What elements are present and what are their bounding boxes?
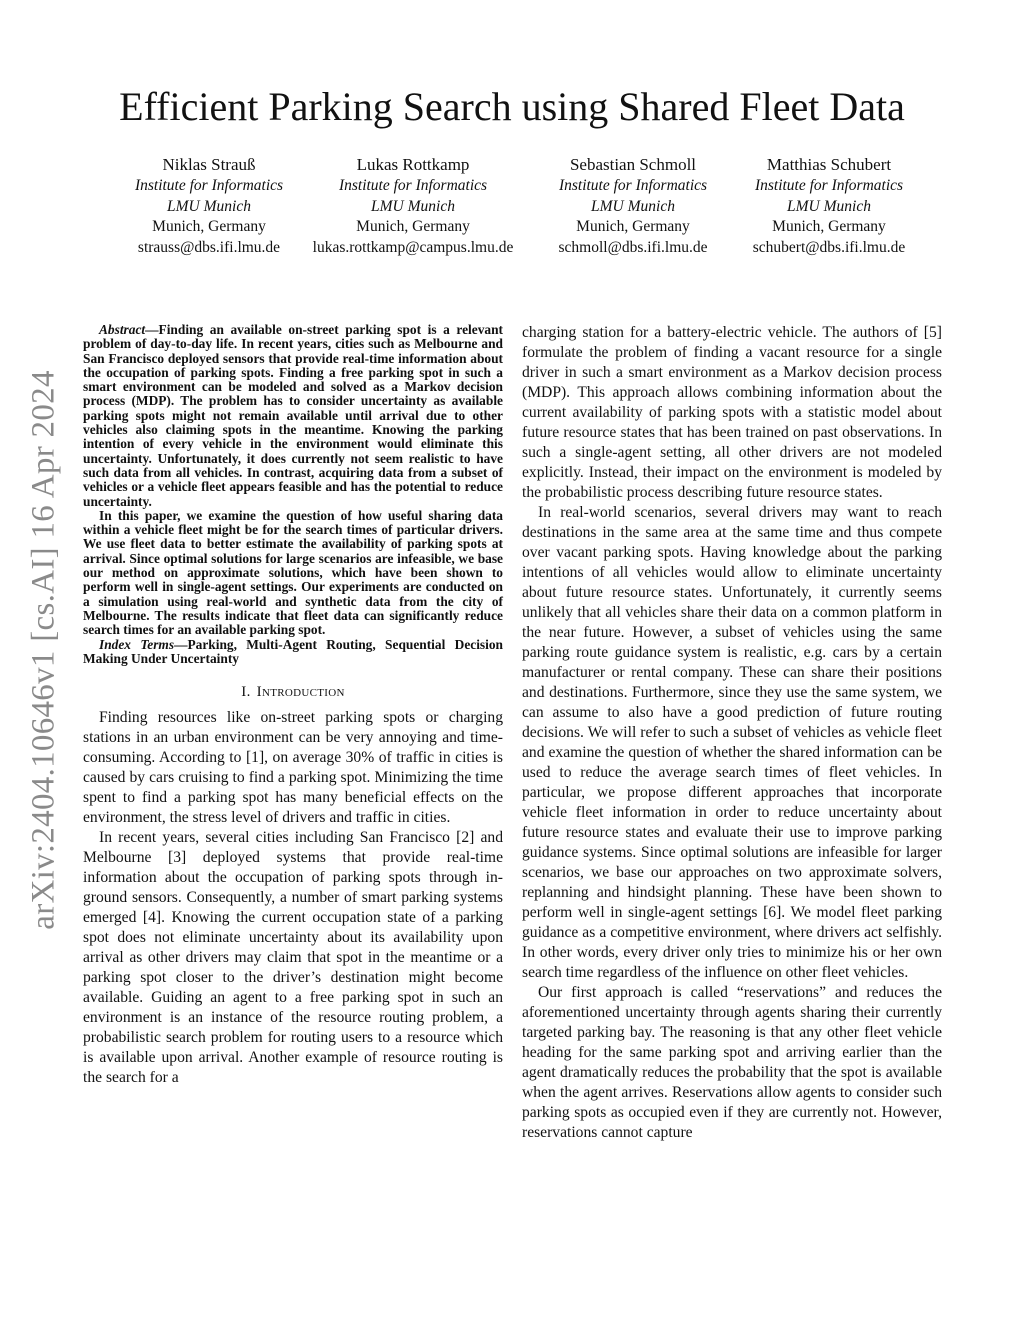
section-heading-introduction bbox=[83, 682, 503, 702]
section-title: Introduction bbox=[256, 684, 345, 701]
author-location: Munich, Germany bbox=[576, 218, 690, 235]
body-paragraph: Finding resources like on-street parking spots or charging stations in an urban environment can be very annoying and time-consuming. According to [1], on average 30% of traffic in cities is caused by cars cruising to find a parking spot. Minimizing the time spent to find a parking spot has many beneficial effects on the environment, the stress level of drivers and traffic in cities. bbox=[83, 709, 503, 827]
author-university: LMU Munich bbox=[787, 197, 871, 215]
author-4 bbox=[753, 154, 905, 258]
left-body-text bbox=[83, 708, 503, 1088]
author-name: Sebastian Schmoll bbox=[569, 155, 697, 174]
body-paragraph: In real-world scenarios, several drivers may want to reach destinations in the same area at the same time and thus compete over vacant parking spots. Having knowledge about the parking intentions of all vehicles would allow to eliminate uncertainty about future resource states. Unfortunately, it currently seems unlikely that all vehicles share their data on a common platform in the near future. However, a subset of vehicles using the same parking route guidance system is realistic, e.g. cars by a certain manufacturer or rental company. These can share their positions and destinations. Furthermore, since they use the same system, we can assume to also have a good prediction of future routing decisions. We will refer to such a subset of vehicles as vehicle fleet and examine the question of whether the shared information can be used to reduce the average search times of fleet vehicles. In particular, we propose different approaches that incorporate vehicle fleet information in order to reduce uncertainty about future resource states and evaluate their use to improve parking guidance systems. Since optimal solutions are infeasible for larger scenarios, we base our approaches on two approximate solvers, replanning and hindsight planning. These have been shown to perform well in single-agent settings [6]. We model fleet parking guidance as a competitive environment, where drivers act selfishly. In other words, every driver only tries to minimize his or her own search time regardless of the influence on other fleet vehicles. bbox=[522, 504, 942, 981]
author-email: schubert@dbs.ifi.lmu.de bbox=[752, 238, 906, 256]
body-paragraph: Our first approach is called “reservations” and reduces the aforementioned uncertainty through agents sharing their currently targeted parking bay. The reasoning is that any other fleet vehicle heading for the same parking spot and arriving earlier than the agent dramatically reduces the probability that the spot is available when the agent arrives. Reservations allow agents to consider such parking spots as occupied even if they are currently not. However, reservations cannot capture bbox=[522, 984, 942, 1141]
paper-title: Efficient Parking Search using Shared Fleet Data bbox=[119, 84, 905, 129]
author-email: strauss@dbs.ifi.lmu.de bbox=[137, 238, 281, 256]
abstract-text-1: —Finding an available on-street parking spot is a relevant problem of day-to-day life. In recent years, cities such as Melbourne and San Francisco deployed sensors that provide real-time information about the occupation of parking spots. Finding a free parking spot in such a smart environment can be modeled and solved as a Markov decision process (MDP). The problem has to consider uncertainty as available parking spots might not remain available until arrival due to other vehicles also claiming spots in the meantime. Knowing the parking intention of every vehicle in the environment would eliminate this uncertainty. Unfortunately, it does currently not seem realistic to have such data from all vehicles. In contrast, acquiring data from a subset of vehicles or a vehicle fleet appears feasible and has the potential to reduce uncertainty. bbox=[83, 322, 503, 509]
author-institute: Institute for Informatics bbox=[754, 177, 904, 194]
author-name: Lukas Rottkamp bbox=[356, 155, 470, 174]
author-institute: Institute for Informatics bbox=[558, 177, 708, 194]
author-university: LMU Munich bbox=[167, 197, 251, 215]
author-institute: Institute for Informatics bbox=[134, 177, 284, 194]
author-name: Matthias Schubert bbox=[766, 155, 892, 174]
abstract bbox=[83, 323, 503, 638]
author-location: Munich, Germany bbox=[152, 218, 266, 235]
author-institute: Institute for Informatics bbox=[338, 177, 488, 194]
right-column bbox=[522, 323, 942, 1143]
arxiv-identifier-stamp: arXiv:2404.10646v1 [cs.AI] 16 Apr 2024 bbox=[25, 370, 62, 930]
section-number: I. bbox=[241, 684, 251, 701]
index-terms-text: —Parking, Multi-Agent Routing, Sequential Decision Making Under Uncertainty bbox=[83, 636, 503, 666]
author-2 bbox=[313, 154, 514, 258]
right-body-text bbox=[522, 323, 942, 1143]
author-email: lukas.rottkamp@campus.lmu.de bbox=[312, 238, 514, 256]
author-name: Niklas Strauß bbox=[162, 155, 256, 174]
left-column bbox=[83, 323, 503, 1088]
author-university: LMU Munich bbox=[591, 197, 675, 215]
index-terms bbox=[83, 638, 503, 667]
author-location: Munich, Germany bbox=[772, 218, 886, 235]
author-3 bbox=[558, 154, 707, 258]
author-university: LMU Munich bbox=[371, 197, 455, 215]
author-1 bbox=[135, 154, 283, 258]
abstract-label: Abstract bbox=[99, 322, 146, 337]
body-paragraph: In recent years, several cities including San Francisco [2] and Melbourne [3] deployed systems that provide real-time information about the occupation of parking spots through in-ground sensors. Consequently, a number of smart parking systems emerged [4]. Knowing the current occupation state of a parking spot does not eliminate uncertainty about its availability upon arrival as other drivers may claim that spot in the meantime or a parking spot closer to the driver’s destination might become available. Guiding an agent to a free parking spot in such an environment is an instance of the resource routing problem, a probabilistic search problem for routing users to a resource which is available upon arrival. Another example of resource routing is the search for a bbox=[83, 829, 503, 1087]
abstract-paragraph-1 bbox=[83, 323, 503, 509]
author-email: schmoll@dbs.ifi.lmu.de bbox=[558, 238, 708, 256]
abstract-paragraph-2: In this paper, we examine the question of how useful sharing data within a vehicle fleet might be for the search times of particular drivers. We use fleet data to better estimate the availability of parking spots at arrival. Since optimal solutions for large scenarios are infeasible, we base our method on approximate solutions, which have been shown to perform well in single-agent settings. Our experiments are conducted on a simulation using real-world and synthetic data from the city of Melbourne. The results indicate that fleet data can significantly reduce search times for an available parking spot. bbox=[83, 507, 503, 638]
body-paragraph: charging station for a battery-electric vehicle. The authors of [5] formulate the problem of finding a vacant resource for a single driver in such a smart environment as a Markov decision process (MDP). This approach allows combining information about the current availability of parking spots with a statistic model about future resource states that has been trained on past observations. In such a single-agent setting, all other drivers are not modeled explicitly. Instead, their impact on the environment is modeled by the probabilistic process describing future resource states. bbox=[522, 324, 942, 501]
author-block bbox=[0, 154, 1024, 274]
index-terms-label: Index Terms bbox=[99, 636, 175, 652]
author-location: Munich, Germany bbox=[356, 218, 470, 235]
